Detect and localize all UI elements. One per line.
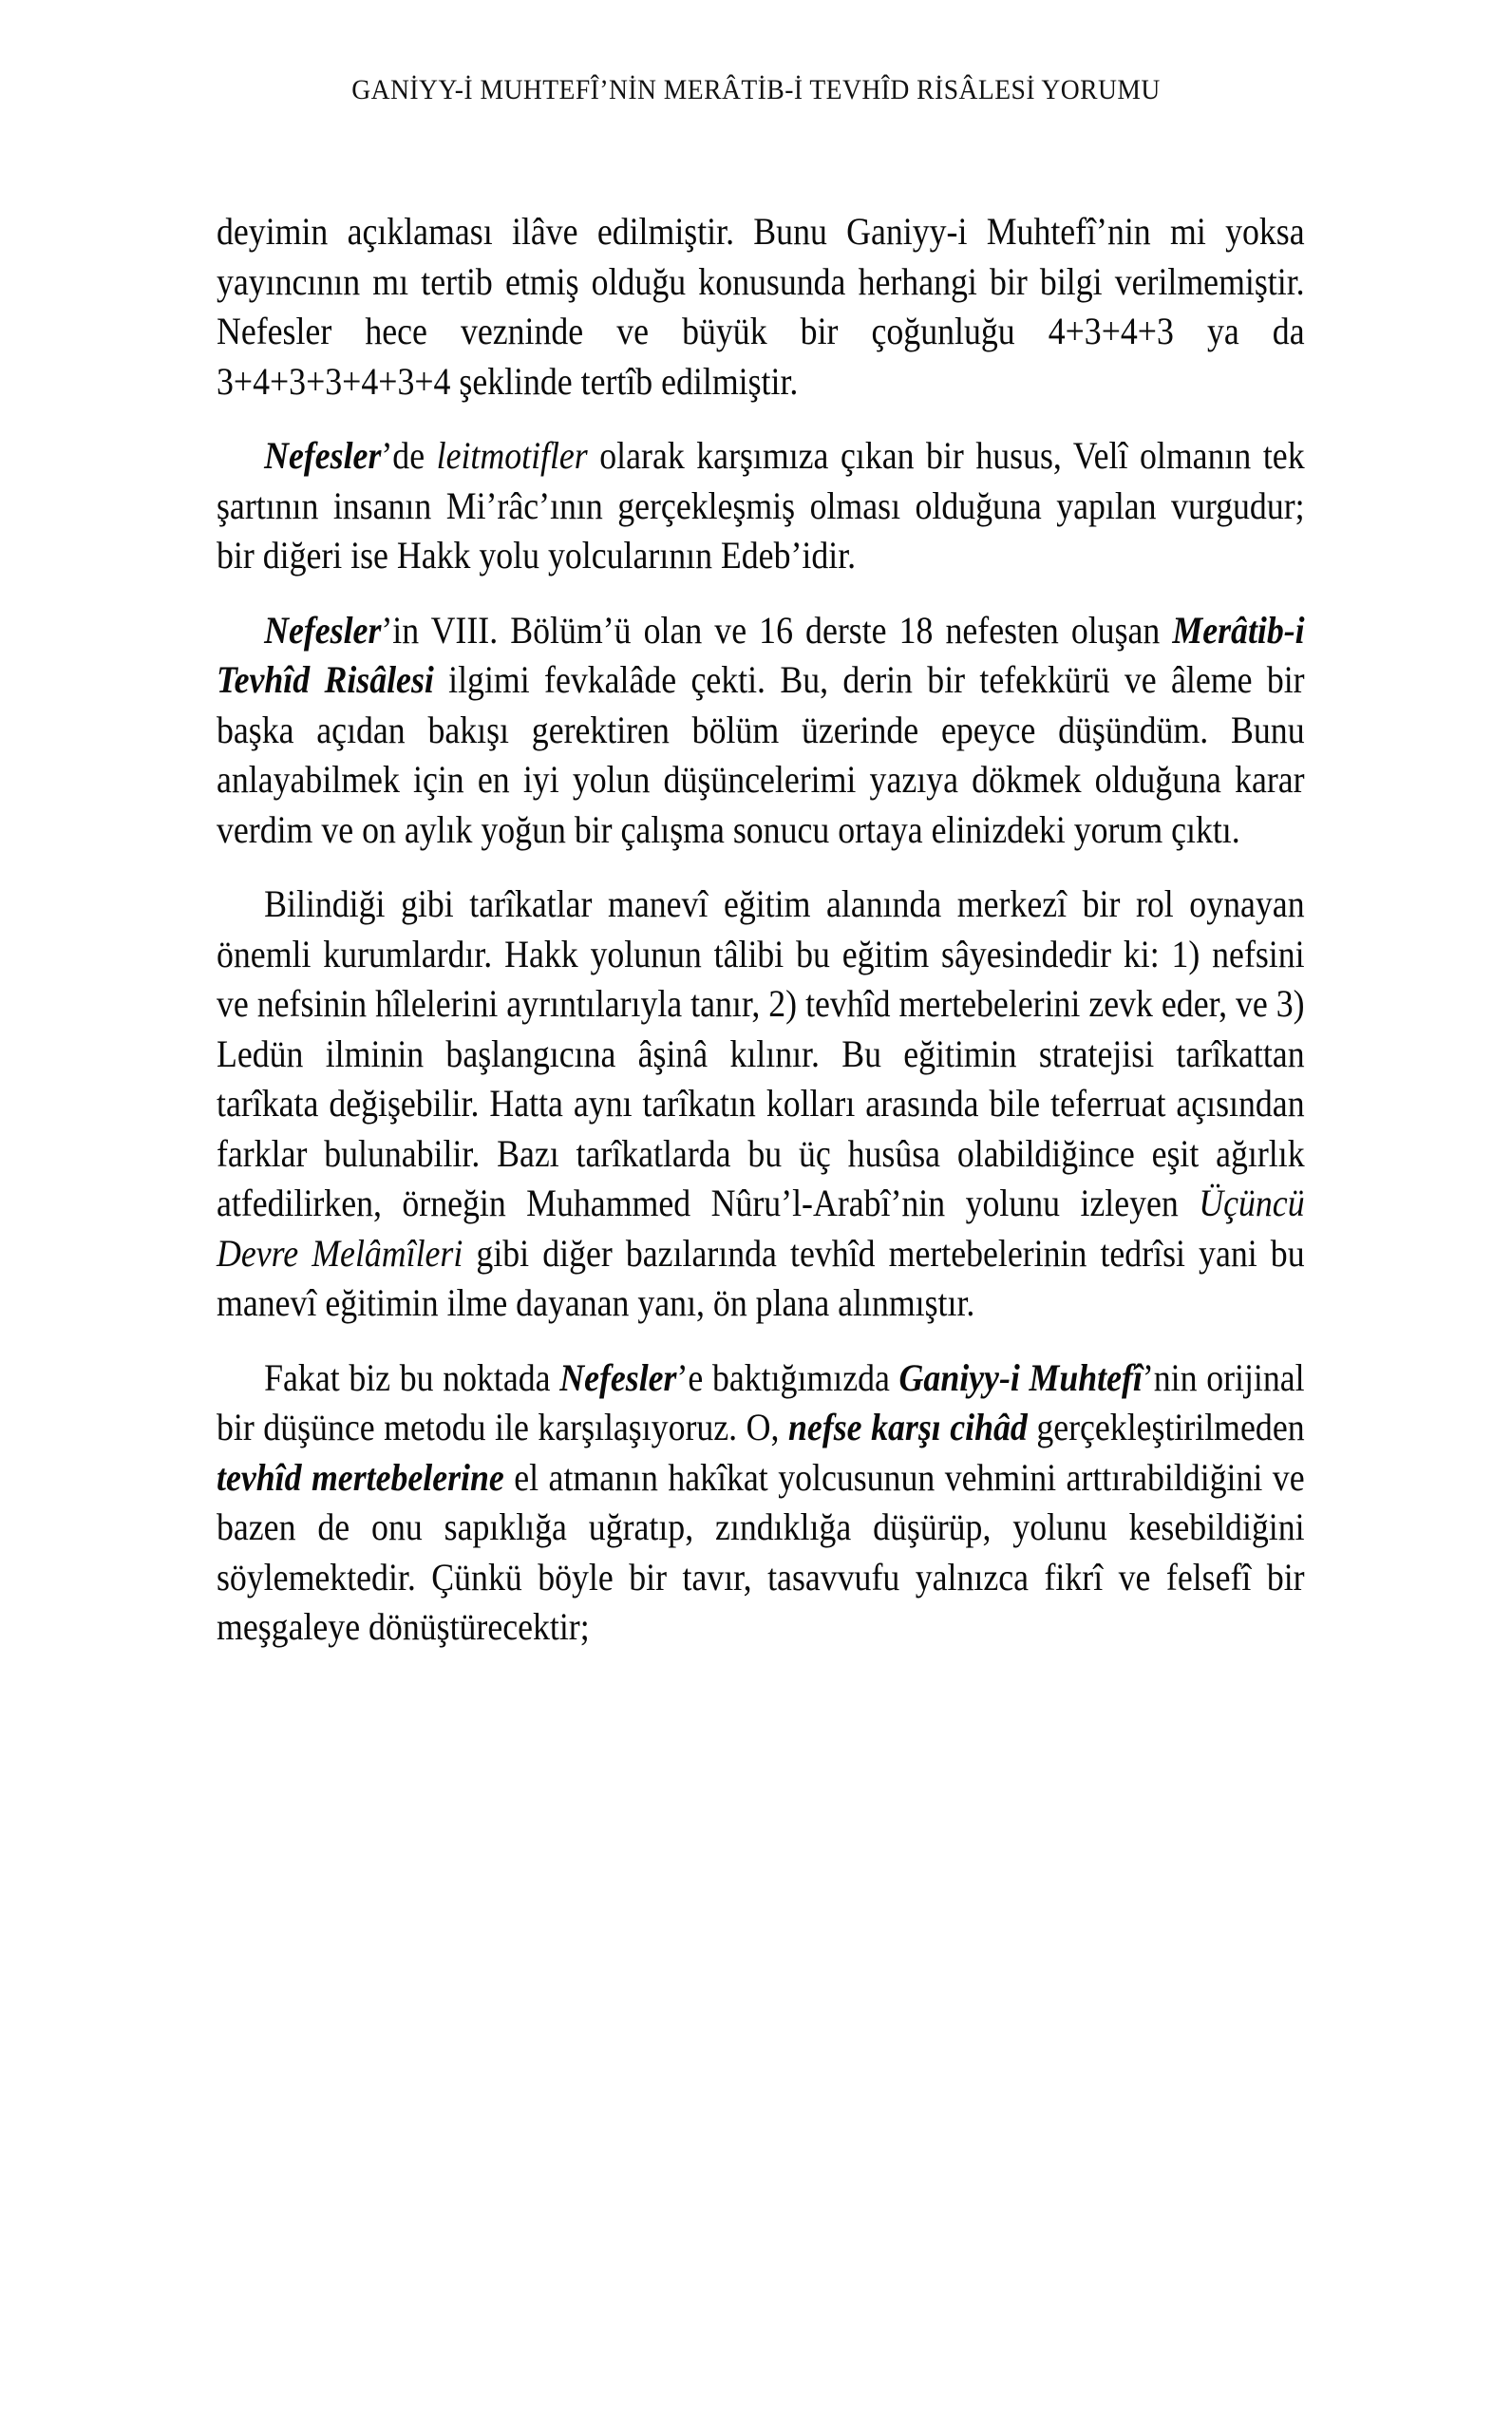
text-run: gibi diğer bazılarında tevhîd mertebelerinin tedrîsi yani bu manevî eğitimin ilme dayanan yanı, ön plana alınmıştır. xyxy=(217,1231,1305,1324)
text-run: deyimin açıklaması ilâve edilmiştir. Bunu Ganiyy-i Muhtefî’nin mi yoksa yayıncının mı tertib etmiş olduğu konusunda herhangi bir bilgi verilmemiştir. Nefesler hece vezninde ve büyük bir çoğunluğu 4+3+4+3 ya da 3+4+3+3+4+3+4 şeklinde tertîb edilmiştir. xyxy=(217,210,1305,403)
paragraph-5 xyxy=(217,1353,1305,1653)
emphasis-bold-italic: Nefesler xyxy=(559,1355,677,1399)
text-run: ’in VIII. Bölüm’ü olan ve 16 derste 18 nefesten oluşan xyxy=(381,608,1173,652)
paragraph-4 xyxy=(217,880,1305,1329)
emphasis-italic: leitmotifler xyxy=(436,434,588,477)
emphasis-bold-italic: Nefesler xyxy=(264,434,382,477)
text-run: gerçekleştirilmeden xyxy=(1027,1406,1305,1448)
emphasis-bold-italic: Ganiyy-i Muhtefî xyxy=(898,1355,1143,1399)
text-run: ’nin orijinal bir düşünce metodu ile karşılaşıyoruz. O, xyxy=(217,1355,1305,1448)
emphasis-bold-italic: Merâtib-i Tevhîd Risâlesi xyxy=(217,608,1305,701)
text-run: Bilindiği gibi tarîkatlar manevî eğitim alanında merkezî bir rol oynayan önemli kurumlardır. Hakk yolunun tâlibi bu eğitim sâyesindedir ki: 1) nefsini ve nefsinin hîlelerini ayrıntılarıyla tanır, 2) tevhîd mertebelerini zevk eder, ve 3) Ledün ilminin başlangıcına âşinâ kılınır. Bu eğitimin stratejisi tarîkattan tarîkata değişebilir. Hatta aynı tarîkatın kolları arasında bile teferruat açısından farklar bulunabilir. Bazı tarîkatlarda bu üç husûsa olabildiğince eşit ağırlık atfedilirken, örneğin Muhammed Nûru’l-Arabî’nin yolunu izleyen xyxy=(217,882,1305,1224)
emphasis-bold-italic: Nefesler xyxy=(264,608,382,652)
paragraph-1 xyxy=(217,207,1305,407)
paragraph-3 xyxy=(217,606,1305,856)
text-run: ilgimi fevkalâde çekti. Bu, derin bir tefekkürü ve âleme bir başka açıdan bakışı gerektiren bölüm üzerinde epeyce düşündüm. Bunu anlayabilmek için en iyi yolun düşüncelerimi yazıya dökmek olduğuna karar verdim ve on aylık yoğun bir çalışma sonucu ortaya elinizdeki yorum çıktı. xyxy=(217,658,1305,851)
emphasis-bold-italic: tevhîd mertebelerine xyxy=(217,1455,504,1499)
text-run: olarak karşımıza çıkan bir husus, Velî olmanın tek şartının insanın Mi’râc’ının gerçekleşmiş olması olduğuna yapılan vurgudur; bir diğeri ise Hakk yolu yolcularının Edeb’idir. xyxy=(217,434,1305,577)
emphasis-italic: Üçüncü Devre Melâmîleri xyxy=(217,1182,1305,1275)
running-header-title: GANİYY-İ MUHTEFÎ’NİN MERÂTİB-İ TEVHÎD RİSÂLESİ YORUMU xyxy=(351,74,1161,105)
text-run: el atmanın hakîkat yolcusunun vehmini arttırabildiğini ve bazen de onu sapıklığa uğratıp, zındıklığa düşürüp, yolunu kesebildiğini söylemektedir. Çünkü böyle bir tavır, tasavvufu yalnızca fikrî ve felsefî bir meşgaleye dönüştürecektir; xyxy=(217,1455,1305,1648)
paragraph-2 xyxy=(217,431,1305,581)
text-run: ’e baktığımızda xyxy=(676,1355,899,1399)
text-run: Fakat biz bu noktada xyxy=(264,1355,560,1399)
emphasis-bold-italic: nefse karşı cihâd xyxy=(788,1406,1028,1448)
text-run: ’de xyxy=(381,434,437,477)
body-text-block xyxy=(217,207,1305,1653)
